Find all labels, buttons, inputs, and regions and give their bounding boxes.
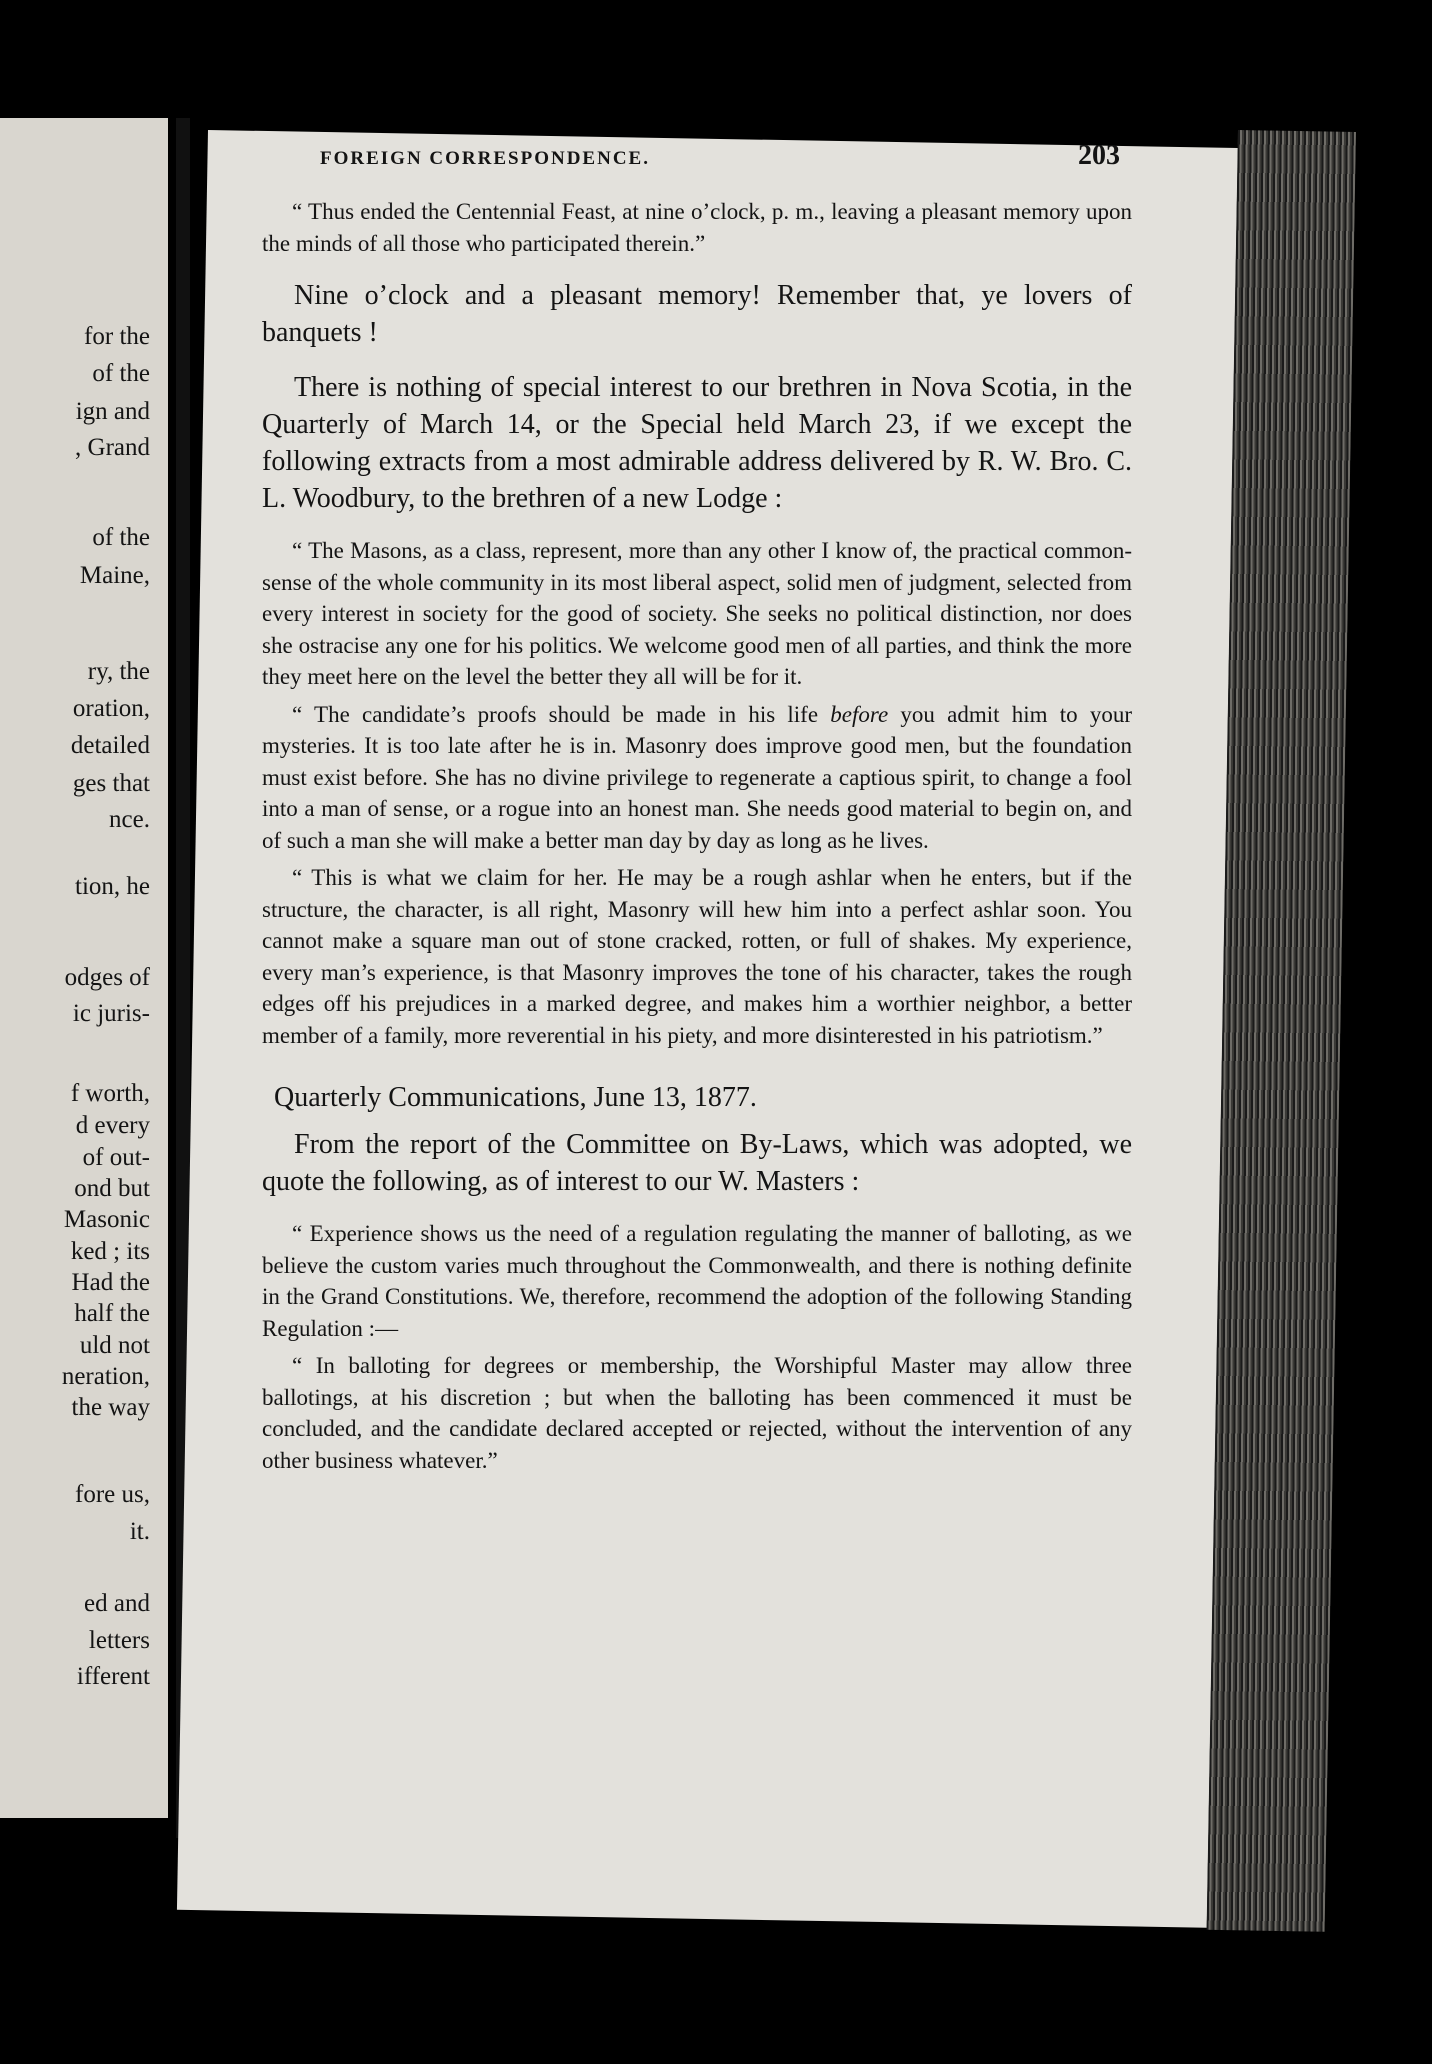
left-line: tion, he — [75, 873, 150, 900]
section-heading: Quarterly Communications, June 13, 1877. — [274, 1082, 757, 1113]
paragraph: There is nothing of special interest to our brethren in Nova Scotia, in the Quarterly of March 14, or the Special held March 23, if we except the following extracts from a most admirable address delivered by R. W. Bro. C. L. Woodbury, to the brethren of a new Lodge : — [262, 372, 1132, 514]
left-line: d every — [75, 1112, 150, 1139]
quote-paragraph: “ Thus ended the Centennial Feast, at nine o’clock, p. m., leaving a pleasant memory upon the minds of all those who participated therein.” — [262, 199, 1132, 256]
left-line: ges that — [72, 770, 150, 797]
quote-text: you admit him to your mysteries. It is too late after he is in. Masonry does improve good men, but the foundation must exist before. She has no divine privilege to regenerate a captious spirit, to change a fool into a man of sense, or a rogue into an honest man. She needs good material to begin on, and of such a man she will make a better man day by day as long as he lives. — [262, 701, 1132, 853]
left-line: odges of — [64, 964, 150, 991]
paragraph: Nine o’clock and a pleasant memory! Remember that, ye lovers of banquets ! — [262, 280, 1132, 348]
quote-paragraph: “ In balloting for degrees or membership, the Worshipful Master may allow three ballotings, at his discretion ; but when the balloting has been commenced it must be concluded, and the candidate declared accepted or rejected, without the intervention of any other business whatever.” — [262, 1353, 1132, 1473]
left-line: half the — [74, 1300, 150, 1327]
quote-paragraph: “ Experience shows us the need of a regulation regulating the manner of balloting, as we believe the custom varies much throughout the Commonwealth, and there is nothing definite in the Grand Constitutions. We, therefore, recommend the adoption of the following Standing Regulation :— — [262, 1221, 1132, 1341]
left-line: Masonic — [63, 1206, 150, 1233]
left-line: ic juris- — [72, 1000, 150, 1027]
left-line: of the — [92, 524, 150, 551]
left-line: for the — [84, 323, 150, 350]
page-number: 203 — [1078, 140, 1120, 171]
paragraph: From the report of the Committee on By-Laws, which was adopted, we quote the following, as of interest to our W. Masters : — [262, 1129, 1132, 1197]
left-line: the way — [71, 1394, 150, 1421]
quote-text: “ The candidate’s proofs should be made in his life — [292, 701, 831, 727]
left-line: letters — [88, 1627, 150, 1654]
quote-paragraph: “ The Masons, as a class, represent, more than any other I know of, the practical common-sense of the whole community in its most liberal aspect, solid men of judgment, selected from every interest in society for the good of society. She seeks no political distinction, nor does she ostracise any one for his politics. We welcome good men of all parties, and think the more they meet here on the level the better they all will be for it. — [262, 538, 1132, 689]
running-head: FOREIGN CORRESPONDENCE. — [320, 148, 650, 169]
page-header — [320, 140, 1120, 180]
left-line: , Grand — [75, 434, 150, 461]
emphasis-text: before — [830, 701, 889, 727]
left-line: Maine, — [79, 562, 150, 589]
quote-paragraph: “ This is what we claim for her. He may be a rough ashlar when he enters, but if the structure, the character, is all right, Masonry will hew him into a perfect ashlar soon. You cannot make a square man out of stone cracked, rotten, or full of shakes. My experience, every man’s experience, is that Masonry improves the tone of his character, takes the rough edges off his prejudices in a marked degree, and makes him a worthier neighbor, a better member of a family, more reverential in his piety, and more disinterested in his patriotism.” — [262, 865, 1132, 1048]
left-line: f worth, — [70, 1080, 150, 1107]
left-line: fore us, — [75, 1481, 150, 1508]
left-line: ifferent — [76, 1663, 150, 1690]
left-line: detailed — [70, 732, 150, 759]
left-line: uld not — [79, 1332, 150, 1359]
quote-paragraph — [262, 699, 1132, 857]
left-line: neration, — [61, 1363, 150, 1390]
left-line: ry, the — [87, 658, 150, 685]
left-line: oration, — [72, 695, 150, 722]
left-page-fragment — [0, 118, 168, 1818]
left-line: ign and — [75, 398, 150, 425]
left-line: it. — [129, 1518, 150, 1545]
left-line: ked ; its — [70, 1238, 150, 1265]
left-line: of out- — [82, 1144, 150, 1171]
left-line: nce. — [109, 806, 150, 833]
left-line: ond but — [74, 1175, 150, 1202]
left-line: Had the — [71, 1269, 150, 1296]
left-line: ed and — [84, 1590, 150, 1617]
left-line: of the — [92, 360, 150, 387]
page-body — [262, 196, 1132, 1476]
